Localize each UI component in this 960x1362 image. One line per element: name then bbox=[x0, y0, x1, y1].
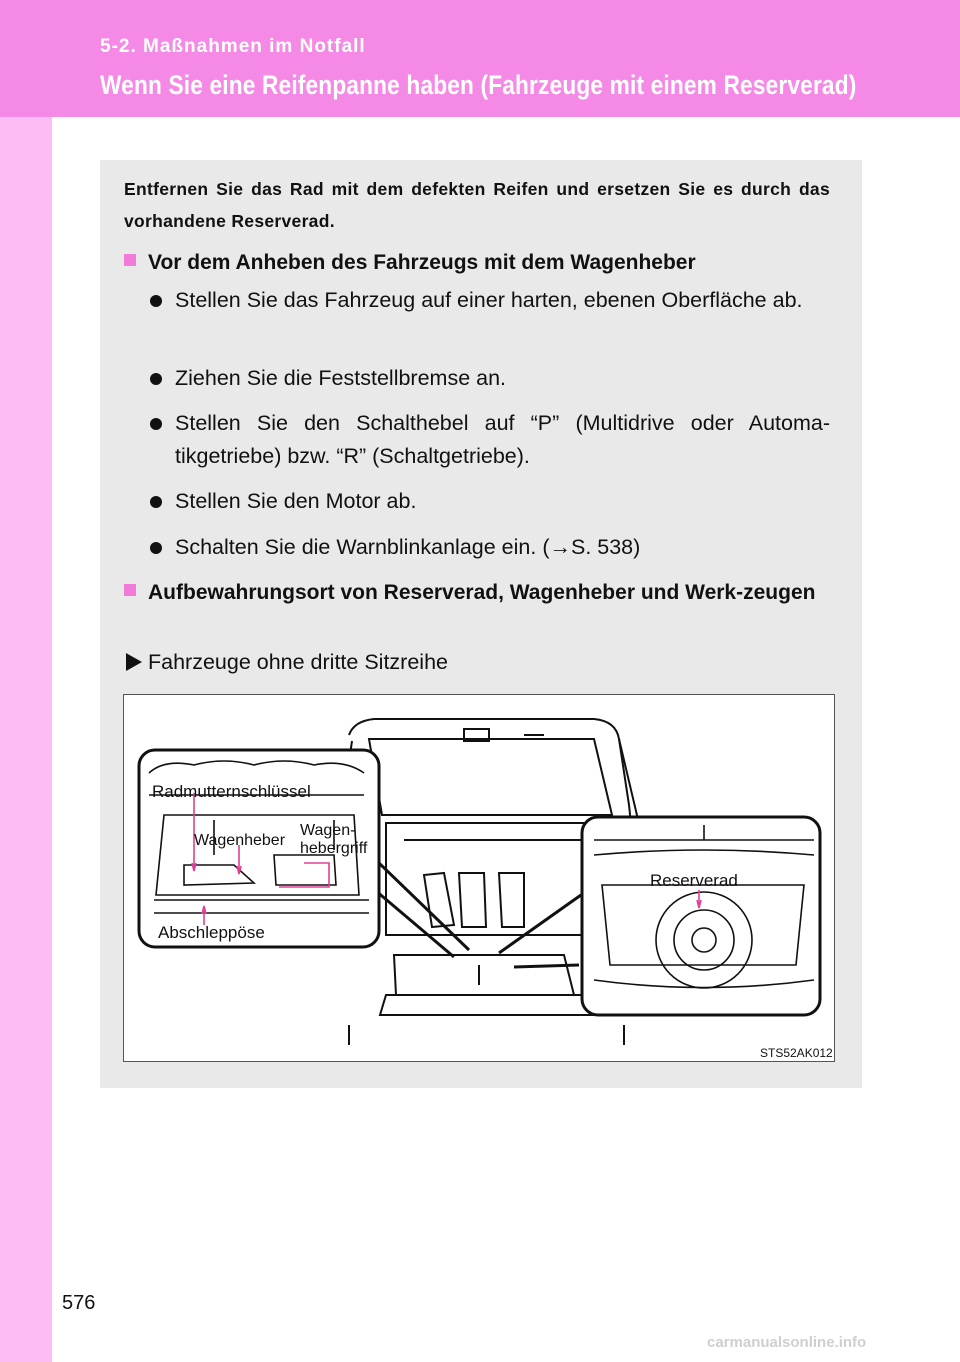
section-label: 5-2. Maßnahmen im Notfall bbox=[100, 36, 366, 57]
heading-before-lifting: Vor dem Anheben des Fahrzeugs mit dem Wagenheber bbox=[124, 246, 830, 280]
label-spare-wheel: Reserverad bbox=[650, 871, 738, 890]
dot-bullet-icon bbox=[150, 373, 162, 385]
page-header bbox=[0, 0, 960, 117]
triangle-arrow-icon bbox=[126, 653, 142, 671]
list-item: Ziehen Sie die Feststellbremse an. bbox=[150, 362, 830, 395]
dot-bullet-icon bbox=[150, 295, 162, 307]
label-jack-handle-2: hebergriff bbox=[300, 840, 368, 857]
intro-paragraph: Entfernen Sie das Rad mit dem defekten Reifen und ersetzen Sie es durch das vorhandene Reserverad. bbox=[124, 179, 830, 231]
dot-bullet-icon bbox=[150, 496, 162, 508]
trunk-drawing bbox=[124, 695, 836, 1063]
figure-code: STS52AK012 bbox=[760, 1046, 833, 1060]
storage-illustration bbox=[123, 694, 835, 1062]
list-item: Stellen Sie das Fahrzeug auf einer harten, ebenen Oberfläche ab. bbox=[150, 284, 830, 317]
label-jack: Wagenheber bbox=[194, 832, 286, 849]
vehicle-variant-line: Fahrzeuge ohne dritte Sitzreihe bbox=[126, 646, 448, 679]
list-item: Stellen Sie den Motor ab. bbox=[150, 485, 830, 518]
label-jack-handle-1: Wagen- bbox=[300, 822, 356, 839]
list-item: Schalten Sie die Warnblinkanlage ein. (→S. 538) bbox=[150, 531, 830, 564]
label-wrench: Radmutternschlüssel bbox=[152, 782, 311, 801]
heading-storage-location: Aufbewahrungsort von Reserverad, Wagenheber und Werk-zeugen bbox=[124, 576, 855, 610]
left-margin-strip bbox=[0, 0, 52, 1362]
label-tow-eye: Abschleppöse bbox=[158, 923, 265, 942]
watermark: carmanualsonline.info bbox=[707, 1334, 867, 1351]
square-bullet-icon bbox=[124, 584, 136, 596]
square-bullet-icon bbox=[124, 254, 136, 266]
page-title: Wenn Sie eine Reifenpanne haben (Fahrzeuge mit einem Reserverad) bbox=[100, 70, 857, 100]
list-item: Stellen Sie den Schalthebel auf “P” (Multidrive oder Automa-tikgetriebe) bzw. “R” (Schaltgetriebe). bbox=[150, 407, 830, 473]
page-number: 576 bbox=[62, 1292, 96, 1314]
dot-bullet-icon bbox=[150, 542, 162, 554]
dot-bullet-icon bbox=[150, 418, 162, 430]
